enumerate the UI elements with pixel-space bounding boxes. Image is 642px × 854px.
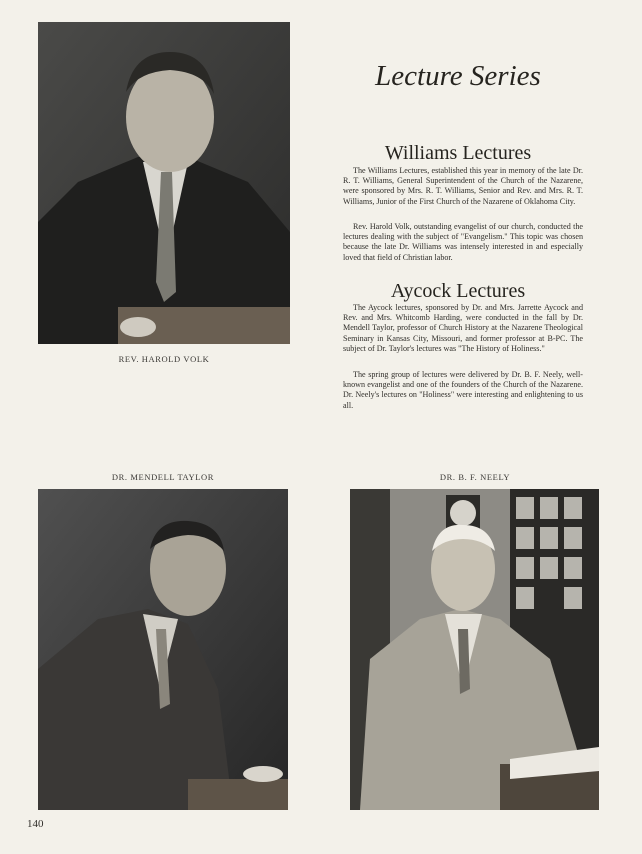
photo-bf-neely <box>350 489 599 810</box>
photo-harold-volk <box>38 22 290 344</box>
page-title: Lecture Series <box>375 60 541 92</box>
aycock-paragraph-2: The spring group of lectures were delivered by Dr. B. F. Neely, well-known evangelist and one of the founders of the Church of the Nazarene. Dr. Neely's lectures on "Holiness" were interesting and enlightening to us all. <box>343 370 583 410</box>
caption-bf-neely: DR. B. F. NEELY <box>439 472 511 482</box>
photo-mendell-taylor <box>38 489 288 810</box>
heading-williams-lectures: Williams Lectures <box>384 142 532 164</box>
page-number: 140 <box>27 818 44 830</box>
aycock-paragraph-1: The Aycock lectures, sponsored by Dr. and Mrs. Jarrette Aycock and Rev. and Mrs. Whitcomb Harding, were conducted in the fall by Dr. Mendell Taylor, professor of Church History at the Nazarene Theological Seminary in Kansas City, Missouri, and former professor at B-PC. The subject of Dr. Taylor's lectures was "The History of Holiness." <box>343 303 583 353</box>
williams-paragraph-2: Rev. Harold Volk, outstanding evangelist of our church, conducted the lectures dealing with the subject of "Evangelism." This topic was chosen because the late Dr. Williams was intensely interested in and especially loved that field of Christian labor. <box>343 222 583 262</box>
heading-aycock-lectures: Aycock Lectures <box>390 280 526 302</box>
caption-mendell-taylor: DR. MENDELL TAYLOR <box>111 472 215 482</box>
caption-harold-volk: REV. HAROLD VOLK <box>118 354 210 364</box>
williams-paragraph-1: The Williams Lectures, established this year in memory of the late Dr. R. T. Williams, General Superintendent of the Church of the Nazarene, were sponsored by Mrs. R. T. Williams, Senior and Rev. and Mrs. R. T. Williams, Junior of the First Church of the Nazarene of Oklahoma City. <box>343 166 583 206</box>
